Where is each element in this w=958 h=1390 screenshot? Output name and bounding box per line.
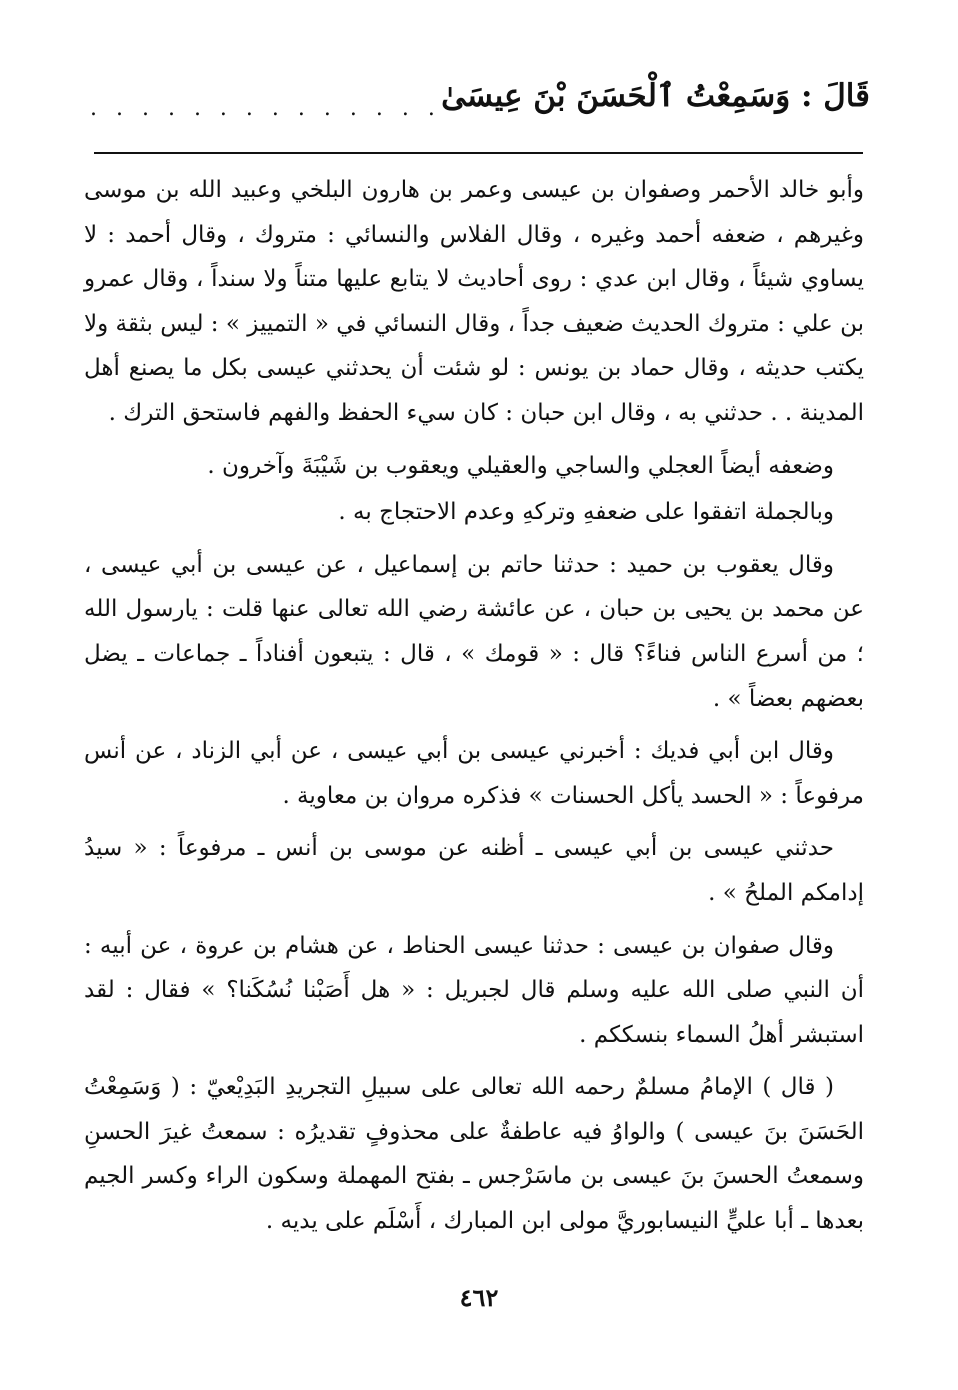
header-rule (94, 152, 863, 154)
paragraph-yaqub-hadith: وقال يعقوب بن حميد : حدثنا حاتم بن إسماعيل ، عن عيسى بن أبي عيسى ، عن محمد بن يحيى بن حبان ، عن عائشة رضي الله تعالى عنها قلت : يارسول الله ؛ من أسرع الناس فناءً؟ قال : « قومك » ، قال : يتبعون أفناداً ـ جماعات ـ يضل بعضهم بعضاً » . (84, 551, 864, 712)
page-body (84, 168, 864, 1252)
header-dot-leader: . . . . . . . . . . . . . . (90, 96, 441, 121)
page-number: ٤٦٢ (459, 1283, 499, 1312)
paragraph-safwan-hadith: وقال صفوان بن عيسى : حدثنا عيسى الحناط ، عن هشام بن عروة ، عن أبيه : أن النبي صلى الله عليه وسلم قال لجبريل : « هل أَصَبْنا نُسُكَنا؟ » فقال : لقد استبشر أهلُ السماء بنسككم . (84, 932, 864, 1048)
paragraph-consensus: وبالجملة اتفقوا على ضعفهِ وتركهِ وعدم الاحتجاج به . (338, 499, 834, 526)
paragraph-commentary: ( قال ) الإمامُ مسلمٌ رحمه الله تعالى على سبيلِ التجريدِ البَدِيْعيّ : ( وَسَمِعْتُ الحَسَنَ بنَ عيسى ) والواوُ فيه عاطفةٌ على محذوفٍ تقديرُه : سمعتُ غيرَ الحسنِ وسمعتُ الحسنَ بنَ عيسى بن ماسَرْجس ـ بفتح المهملة وسكون الراء وكسر الجيم بعدها ـ أبا عليٍّ النيسابوريَّ مولى ابن المبارك ، أَسْلَم على يديه . (84, 1074, 864, 1235)
paragraph-additional-weakeners: وضعفه أيضاً العجلي والساجي والعقيلي ويعقوب بن شَيْبَةَ وآخرون . (207, 452, 834, 479)
paragraph-narrator-criticism: وأبو خالد الأحمر وصفوان بن عيسى وعمر بن هارون البلخي وعبيد الله بن موسى وغيرهم ، ضعفه أحمد وغيره ، وقال الفلاس والنسائي : متروك ، وقال أحمد : لا يساوي شيئاً ، وقال ابن عدي : روى أحاديث لا يتابع عليها متناً ولا سنداً ، وقال عمرو بن علي : متروك الحديث ضعيف جداً ، وقال النسائي في « التمييز » : ليس بثقة ولا يكتب حديثه ، وقال حماد بن يونس : لو شئت أن يحدثني عيسى بكل ما يصنع أهل المدينة . . حدثني به ، وقال ابن حبان : كان سيء الحفظ والفهم فاستحق الترك . (84, 177, 864, 426)
paragraph-ibn-abi-fudaik: وقال ابن أبي فديك : أخبرني عيسى بن أبي عيسى ، عن أبي الزناد ، عن أنس مرفوعاً : « الحسد يأكل الحسنات » فذكره مروان بن معاوية . (84, 738, 864, 809)
paragraph-salt-hadith: حدثني عيسى بن أبي عيسى ـ أظنه عن موسى بن أنس ـ مرفوعاً : « سيدُ إدامكم الملحُ » . (84, 835, 864, 906)
header-title: قَالَ : وَسَمِعْتُ ٱلْحَسَنَ بْنَ عِيسَىٰ (441, 78, 870, 114)
running-header (90, 78, 870, 128)
